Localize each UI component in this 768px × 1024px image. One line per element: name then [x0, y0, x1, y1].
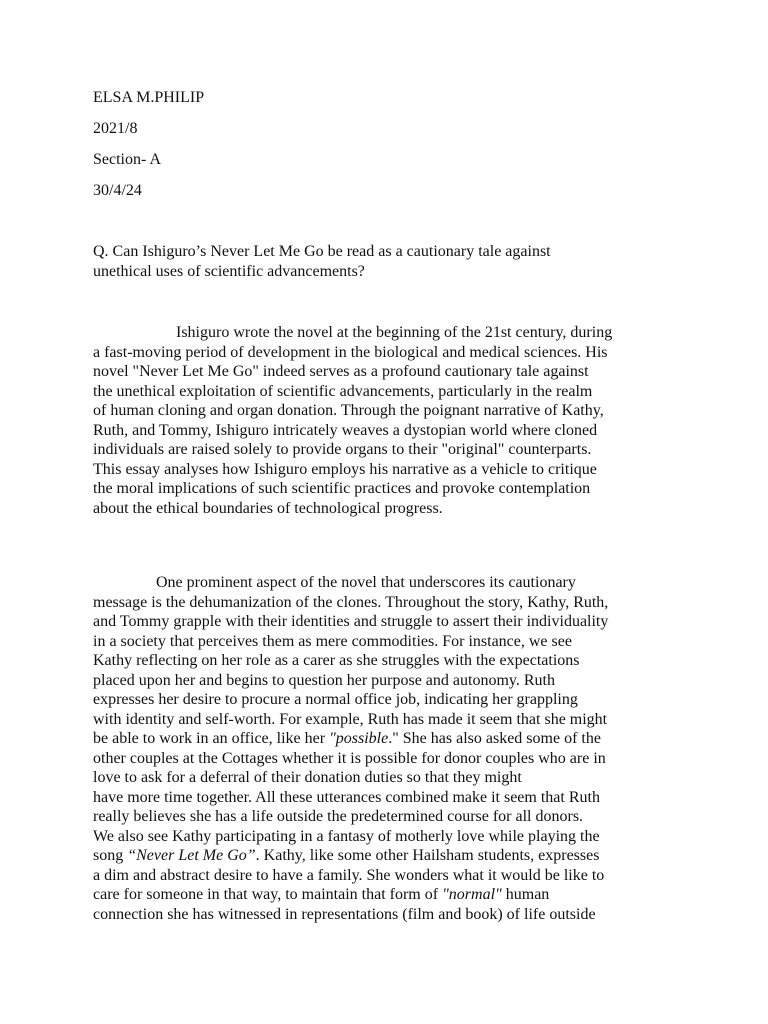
text-run: human: [501, 886, 550, 903]
paragraph-line: individuals are raised solely to provide organs to their "original" counterparts.: [93, 441, 592, 458]
paragraph-line: about the ethical boundaries of technological progress.: [93, 499, 443, 517]
paragraph-line: with identity and self-worth. For example, Ruth has made it seem that she might: [93, 710, 608, 728]
paragraph-line: a dim and abstract desire to have a family. She wonders what it would be like to: [93, 866, 605, 884]
question: [93, 242, 551, 281]
paragraph-intro: [93, 323, 612, 518]
text-run: care for someone in that way, to maintain that form of: [93, 886, 443, 903]
paragraph-line: Ishiguro wrote the novel at the beginning of the 21st century, during: [176, 324, 613, 341]
paragraph-line: in a society that perceives them as mere commodities. For instance, we see: [93, 632, 572, 650]
date-label: 30/4/24: [93, 182, 142, 199]
paragraph-line: expresses her desire to procure a normal office job, indicating her grappling: [93, 691, 578, 708]
paragraph-line: placed upon her and begins to question her purpose and autonomy. Ruth: [93, 671, 555, 689]
paragraph-line: This essay analyses how Ishiguro employs his narrative as a vehicle to critique: [93, 460, 597, 478]
paragraph-line: the moral implications of such scientific practices and provoke contemplation: [93, 480, 591, 497]
paragraph-line: love to ask for a deferral of their donation duties so that they might: [93, 769, 522, 786]
paragraph-line: message is the dehumanization of the clones. Throughout the story, Kathy, Ruth,: [93, 593, 609, 611]
text-run: ." She has also asked some of the: [388, 730, 601, 747]
paragraph-line: have more time together. All these utterances combined make it seem that Ruth: [93, 788, 600, 806]
paragraph-line: and Tommy grapple with their identities and struggle to assert their individuality: [93, 613, 609, 630]
paragraph-line: really believes she has a life outside the predetermined course for all donors.: [93, 808, 584, 825]
paragraph-line: [93, 729, 608, 749]
author-name: ELSA M.PHILIP: [93, 89, 205, 106]
section-label: Section- A: [93, 151, 161, 168]
text-run: . Kathy, like some other Hailsham students, expresses: [255, 847, 600, 864]
italic-quote: "possible: [329, 730, 389, 747]
paragraph-line: [93, 846, 608, 866]
paragraph-dehumanization: [93, 573, 608, 924]
roll-number: 2021/8: [93, 120, 138, 137]
paragraph-line: We also see Kathy participating in a fantasy of motherly love while playing the: [93, 827, 600, 845]
paragraph-line: other couples at the Cottages whether it is possible for donor couples who are in: [93, 749, 606, 767]
paragraph-line: Ruth, and Tommy, Ishiguro intricately weaves a dystopian world where cloned: [93, 421, 598, 439]
paragraph-line: the unethical exploitation of scientific advancements, particularly in the realm: [93, 382, 593, 400]
question-line: Q. Can Ishiguro’s Never Let Me Go be read as a cautionary tale against: [93, 243, 551, 260]
italic-quote: "normal": [442, 886, 502, 903]
paragraph-line: of human cloning and organ donation. Through the poignant narrative of Kathy,: [93, 402, 604, 419]
text-run: song: [93, 847, 128, 864]
paragraph-line: One prominent aspect of the novel that underscores its cautionary: [156, 574, 576, 591]
paragraph-line: a fast-moving period of development in the biological and medical sciences. His: [93, 343, 608, 361]
question-line: unethical uses of scientific advancements?: [93, 262, 365, 280]
italic-song-title: “Never Let Me Go”: [127, 847, 256, 864]
text-run: be able to work in an office, like her: [93, 730, 330, 747]
paragraph-line: connection she has witnessed in representations (film and book) of life outside: [93, 905, 596, 923]
paragraph-line: novel "Never Let Me Go" indeed serves as a profound cautionary tale against: [93, 363, 589, 380]
paragraph-line: Kathy reflecting on her role as a carer as she struggles with the expectations: [93, 652, 580, 669]
paragraph-line: [93, 885, 608, 905]
